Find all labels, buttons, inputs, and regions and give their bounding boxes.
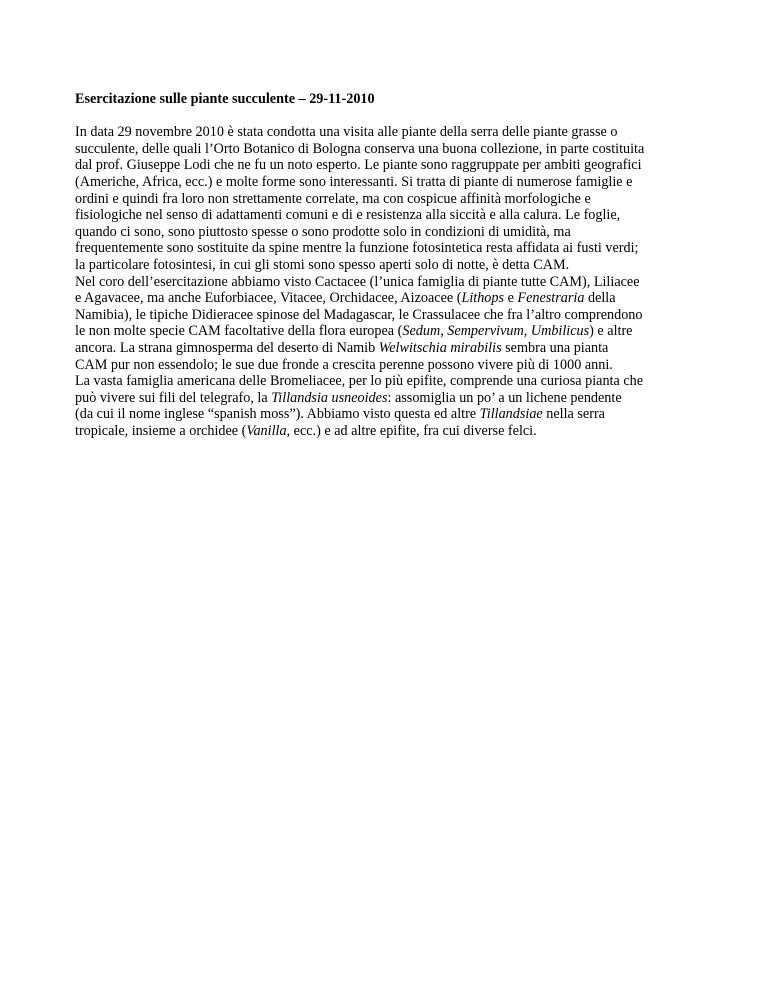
- text-segment: e Agavacee, ma anche Euforbiacee, Vitacee, Orchidacee, Aizoacee (: [75, 290, 462, 307]
- text-segment: : assomiglia un po’ a un lichene pendente: [387, 389, 622, 406]
- text-line: [75, 174, 695, 191]
- italic-text-segment: Sempervivum: [447, 323, 524, 340]
- text-segment: Namibia), le tipiche Didieracee spinose del Madagascar, le Crassulacee che fra l’altro comprendono: [75, 306, 643, 323]
- text-segment: le non molte specie CAM facoltative della flora europea (: [75, 323, 403, 340]
- text-line: [75, 157, 695, 174]
- text-segment: CAM pur non essendolo; le sue due fronde a crescita perenne possono vivere più di 1000 anni.: [75, 356, 613, 373]
- text-line: [75, 323, 695, 340]
- italic-text-segment: Vanilla: [246, 422, 287, 439]
- text-line: [75, 340, 695, 357]
- italic-text-segment: Tillandsia usneoides: [271, 389, 388, 406]
- text-segment: può vivere sui fili del telegrafo, la: [75, 389, 272, 406]
- text-segment: , ecc.) e ad altre epifite, fra cui diverse felci.: [286, 422, 537, 439]
- text-line: [75, 224, 695, 241]
- text-line: [75, 307, 695, 324]
- text-segment: La vasta famiglia americana delle Bromeliacee, per lo più epifite, comprende una curiosa pianta che: [75, 373, 644, 390]
- text-segment: ,: [523, 323, 531, 340]
- text-segment: Nel coro dell’esercitazione abbiamo visto Cactacee (l’unica famiglia di piante tutte CAM), Liliacee: [75, 273, 640, 290]
- text-segment: ancora. La strana gimnosperma del deserto di Namib: [75, 339, 379, 356]
- text-segment: frequentemente sono sostituite da spine mentre la funzione fotosintetica resta affidata ai fusti verdi;: [75, 240, 639, 257]
- italic-text-segment: Welwitschia mirabilis: [378, 339, 502, 356]
- text-segment: ) e altre: [589, 323, 633, 340]
- text-segment: ordini e quindi fra loro non strettamente correlate, ma con cospicue affinità morfologiche e: [75, 190, 591, 207]
- text-line: [75, 257, 695, 274]
- text-line: [75, 124, 695, 141]
- text-segment: quando ci sono, sono piuttosto spesse o sono prodotte solo in condizioni di umidità, ma: [75, 223, 571, 240]
- text-line: [75, 191, 695, 208]
- document-page: [75, 91, 695, 439]
- text-segment: della: [584, 290, 616, 307]
- text-line: [75, 357, 695, 374]
- text-segment: fisiologiche nel senso di adattamenti comuni e di e resistenza alla siccità e alla calura. Le foglie,: [75, 207, 621, 224]
- text-line: [75, 423, 695, 440]
- text-segment: ,: [440, 323, 448, 340]
- text-segment: In data 29 novembre 2010 è stata condotta una visita alle piante della serra delle piante grasse o: [75, 124, 618, 141]
- text-line: [75, 274, 695, 291]
- text-segment: la particolare fotosintesi, in cui gli stomi sono spesso aperti solo di notte, è detta CAM.: [75, 256, 570, 273]
- italic-text-segment: Fenestraria: [517, 290, 585, 307]
- text-line: [75, 240, 695, 257]
- text-segment: e: [504, 290, 518, 307]
- document-body: [75, 124, 695, 439]
- italic-text-segment: Sedum: [402, 323, 441, 340]
- text-line: [75, 290, 695, 307]
- text-segment: (da cui il nome inglese “spanish moss”). Abbiamo visto questa ed altre: [75, 406, 480, 423]
- text-line: [75, 406, 695, 423]
- document-title: Esercitazione sulle piante succulente – 29-11-2010: [75, 91, 375, 107]
- text-line: [75, 373, 695, 390]
- text-segment: (Americhe, Africa, ecc.) e molte forme sono interessanti. Si tratta di piante di numerose famiglie e: [75, 173, 633, 190]
- text-line: [75, 207, 695, 224]
- text-segment: sembra una pianta: [501, 339, 609, 356]
- italic-text-segment: Tillandsiae: [479, 406, 543, 423]
- text-segment: succulente, delle quali l’Orto Botanico di Bologna conserva una buona collezione, in parte costituita: [75, 140, 645, 157]
- text-line: [75, 141, 695, 158]
- text-segment: nella serra: [542, 406, 605, 423]
- text-segment: tropicale, insieme a orchidee (: [75, 422, 247, 439]
- italic-text-segment: Lithops: [461, 290, 505, 307]
- text-line: [75, 390, 695, 407]
- text-segment: dal prof. Giuseppe Lodi che ne fu un noto esperto. Le piante sono raggruppate per ambiti geografici: [75, 157, 642, 174]
- italic-text-segment: Umbilicus: [530, 323, 590, 340]
